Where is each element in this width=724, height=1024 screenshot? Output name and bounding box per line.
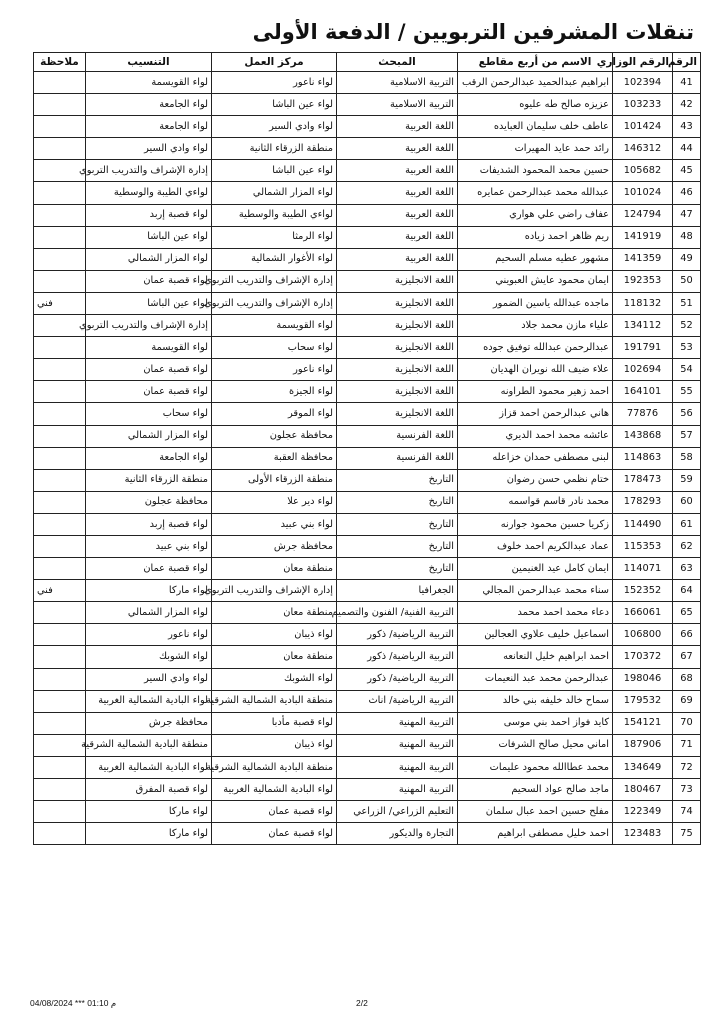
cell-placement: لواء قصبة إربد bbox=[86, 513, 212, 535]
table-row bbox=[34, 646, 701, 668]
cell-ministry-no: 180467 bbox=[613, 779, 673, 801]
table-row bbox=[34, 116, 701, 138]
cell-workplace: لواء الرمثا bbox=[212, 226, 337, 248]
cell-no: 70 bbox=[673, 712, 701, 734]
cell-subject: التربية الرياضية/ ذكور bbox=[337, 624, 458, 646]
cell-no: 69 bbox=[673, 690, 701, 712]
cell-ministry-no: 152352 bbox=[613, 580, 673, 602]
header-name: الاسم من أربع مقاطع bbox=[458, 53, 613, 72]
cell-subject: اللغة العربية bbox=[337, 116, 458, 138]
cell-no: 64 bbox=[673, 580, 701, 602]
cell-workplace: إدارة الإشراف والتدريب التربوي bbox=[212, 580, 337, 602]
cell-ministry-no: 102694 bbox=[613, 359, 673, 381]
cell-subject: اللغة العربية bbox=[337, 138, 458, 160]
cell-workplace: لواء الأغوار الشمالية bbox=[212, 248, 337, 270]
cell-subject: اللغة الانجليزية bbox=[337, 270, 458, 292]
cell-subject: التربية الرياضية/ ذكور bbox=[337, 668, 458, 690]
cell-ministry-no: 178473 bbox=[613, 469, 673, 491]
cell-subject: اللغة الانجليزية bbox=[337, 381, 458, 403]
cell-subject: التاريخ bbox=[337, 558, 458, 580]
cell-note bbox=[34, 469, 86, 491]
cell-subject: اللغة العربية bbox=[337, 226, 458, 248]
cell-ministry-no: 141919 bbox=[613, 226, 673, 248]
cell-no: 62 bbox=[673, 535, 701, 557]
cell-note bbox=[34, 756, 86, 778]
cell-note bbox=[34, 535, 86, 557]
cell-name: مشهور عطيه مسلم السحيم bbox=[458, 248, 613, 270]
cell-workplace: لواء الموقر bbox=[212, 403, 337, 425]
cell-note bbox=[34, 315, 86, 337]
cell-ministry-no: 114863 bbox=[613, 447, 673, 469]
cell-ministry-no: 154121 bbox=[613, 712, 673, 734]
cell-no: 75 bbox=[673, 823, 701, 845]
cell-placement: لواء المزار الشمالي bbox=[86, 425, 212, 447]
cell-note bbox=[34, 182, 86, 204]
cell-ministry-no: 192353 bbox=[613, 270, 673, 292]
header-subject: المبحث bbox=[337, 53, 458, 72]
cell-no: 41 bbox=[673, 72, 701, 94]
cell-note bbox=[34, 491, 86, 513]
cell-no: 56 bbox=[673, 403, 701, 425]
cell-name: لبنى مصطفى حمدان خزاعله bbox=[458, 447, 613, 469]
cell-note bbox=[34, 513, 86, 535]
cell-name: ختام نظمي حسن رضوان bbox=[458, 469, 613, 491]
table-row bbox=[34, 779, 701, 801]
cell-placement: لواء الجامعة bbox=[86, 116, 212, 138]
cell-placement: لواء سحاب bbox=[86, 403, 212, 425]
cell-ministry-no: 141359 bbox=[613, 248, 673, 270]
cell-ministry-no: 170372 bbox=[613, 646, 673, 668]
cell-name: احمد خليل مصطفى ابراهيم bbox=[458, 823, 613, 845]
cell-name: عفاف راضي علي هواري bbox=[458, 204, 613, 226]
table-row bbox=[34, 182, 701, 204]
cell-subject: التربية الرياضية/ ذكور bbox=[337, 646, 458, 668]
cell-workplace: منطقة الزرقاء الأولى bbox=[212, 469, 337, 491]
cell-ministry-no: 101424 bbox=[613, 116, 673, 138]
cell-workplace: لواء قصبة مأدبا bbox=[212, 712, 337, 734]
page-title: تنقلات المشرفين التربويين / الدفعة الأولى bbox=[252, 20, 694, 44]
cell-name: سماح خالد خليفه بني خالد bbox=[458, 690, 613, 712]
cell-subject: اللغة الانجليزية bbox=[337, 359, 458, 381]
table-row bbox=[34, 756, 701, 778]
cell-no: 43 bbox=[673, 116, 701, 138]
cell-note bbox=[34, 403, 86, 425]
cell-no: 63 bbox=[673, 558, 701, 580]
cell-no: 65 bbox=[673, 602, 701, 624]
cell-placement: لواء عين الباشا bbox=[86, 226, 212, 248]
cell-workplace: لواء القويسمة bbox=[212, 315, 337, 337]
cell-no: 44 bbox=[673, 138, 701, 160]
cell-ministry-no: 187906 bbox=[613, 734, 673, 756]
cell-note bbox=[34, 138, 86, 160]
cell-ministry-no: 105682 bbox=[613, 160, 673, 182]
cell-name: ابراهيم عبدالحميد عبدالرحمن الرقب bbox=[458, 72, 613, 94]
cell-workplace: لواء عين الباشا bbox=[212, 94, 337, 116]
table-row bbox=[34, 668, 701, 690]
cell-ministry-no: 123483 bbox=[613, 823, 673, 845]
cell-placement: لواءي الطيبة والوسطية bbox=[86, 182, 212, 204]
cell-ministry-no: 118132 bbox=[613, 292, 673, 314]
table-row bbox=[34, 359, 701, 381]
cell-subject: اللغة العربية bbox=[337, 160, 458, 182]
cell-placement: منطقة الزرقاء الثانية bbox=[86, 469, 212, 491]
cell-workplace: منطقة الزرقاء الثانية bbox=[212, 138, 337, 160]
cell-subject: اللغة العربية bbox=[337, 248, 458, 270]
cell-workplace: محافظة جرش bbox=[212, 535, 337, 557]
cell-note bbox=[34, 779, 86, 801]
table-row bbox=[34, 734, 701, 756]
cell-note bbox=[34, 94, 86, 116]
cell-ministry-no: 106800 bbox=[613, 624, 673, 646]
cell-workplace: لواء بني عبيد bbox=[212, 513, 337, 535]
cell-placement: لواء الشوبك bbox=[86, 646, 212, 668]
table-body bbox=[34, 72, 701, 845]
cell-workplace: لواء ناعور bbox=[212, 359, 337, 381]
header-no: الرقم bbox=[673, 53, 701, 72]
cell-note bbox=[34, 270, 86, 292]
cell-note bbox=[34, 646, 86, 668]
cell-no: 58 bbox=[673, 447, 701, 469]
cell-note bbox=[34, 248, 86, 270]
cell-name: دعاء محمد احمد محمد bbox=[458, 602, 613, 624]
cell-name: احمد ابراهيم خليل النعانعه bbox=[458, 646, 613, 668]
cell-workplace: لواء الجيزة bbox=[212, 381, 337, 403]
cell-workplace: إدارة الإشراف والتدريب التربوي bbox=[212, 292, 337, 314]
cell-placement: لواء الجامعة bbox=[86, 447, 212, 469]
cell-subject: التاريخ bbox=[337, 513, 458, 535]
cell-subject: الجغرافيا bbox=[337, 580, 458, 602]
cell-no: 54 bbox=[673, 359, 701, 381]
cell-note bbox=[34, 801, 86, 823]
cell-subject: التاريخ bbox=[337, 535, 458, 557]
table-row bbox=[34, 513, 701, 535]
table-row bbox=[34, 94, 701, 116]
cell-ministry-no: 124794 bbox=[613, 204, 673, 226]
cell-no: 50 bbox=[673, 270, 701, 292]
cell-subject: اللغة الانجليزية bbox=[337, 292, 458, 314]
cell-placement: لواء بني عبيد bbox=[86, 535, 212, 557]
cell-subject: اللغة الفرنسية bbox=[337, 447, 458, 469]
cell-ministry-no: 191791 bbox=[613, 337, 673, 359]
table-row bbox=[34, 602, 701, 624]
cell-workplace: منطقة معان bbox=[212, 558, 337, 580]
cell-name: ريم ظاهر احمد زياده bbox=[458, 226, 613, 248]
cell-placement: لواء قصبة عمان bbox=[86, 359, 212, 381]
cell-workplace: لواء الشوبك bbox=[212, 668, 337, 690]
cell-workplace: لواء ذيبان bbox=[212, 734, 337, 756]
cell-name: زكريا حسين محمود جوارنه bbox=[458, 513, 613, 535]
cell-no: 52 bbox=[673, 315, 701, 337]
cell-no: 66 bbox=[673, 624, 701, 646]
cell-placement: لواء المزار الشمالي bbox=[86, 602, 212, 624]
cell-name: علاء ضيف الله نويران الهديان bbox=[458, 359, 613, 381]
cell-ministry-no: 114071 bbox=[613, 558, 673, 580]
cell-ministry-no: 143868 bbox=[613, 425, 673, 447]
table-row bbox=[34, 558, 701, 580]
cell-note bbox=[34, 823, 86, 845]
cell-ministry-no: 179532 bbox=[613, 690, 673, 712]
cell-ministry-no: 166061 bbox=[613, 602, 673, 624]
cell-subject: اللغة الانجليزية bbox=[337, 337, 458, 359]
cell-subject: التربية الرياضية/ اناث bbox=[337, 690, 458, 712]
table-header-row bbox=[34, 53, 701, 72]
cell-name: مفلح حسين احمد عبال سلمان bbox=[458, 801, 613, 823]
cell-note bbox=[34, 116, 86, 138]
cell-subject: التربية المهنية bbox=[337, 756, 458, 778]
table-row bbox=[34, 580, 701, 602]
header-note: ملاحظة bbox=[34, 53, 86, 72]
cell-no: 68 bbox=[673, 668, 701, 690]
cell-ministry-no: 102394 bbox=[613, 72, 673, 94]
header-ministry-no: الرقم الوزاري bbox=[613, 53, 673, 72]
cell-note bbox=[34, 447, 86, 469]
cell-note bbox=[34, 337, 86, 359]
cell-no: 57 bbox=[673, 425, 701, 447]
cell-ministry-no: 164101 bbox=[613, 381, 673, 403]
cell-name: احمد زهير محمود الطراونه bbox=[458, 381, 613, 403]
cell-note bbox=[34, 712, 86, 734]
cell-workplace: لواء ذيبان bbox=[212, 624, 337, 646]
cell-subject: اللغة الانجليزية bbox=[337, 315, 458, 337]
cell-subject: التربية الاسلامية bbox=[337, 72, 458, 94]
cell-workplace: لواء سحاب bbox=[212, 337, 337, 359]
cell-name: علياء مازن محمد جلاد bbox=[458, 315, 613, 337]
cell-placement: إدارة الإشراف والتدريب التربوي bbox=[86, 315, 212, 337]
table-row bbox=[34, 381, 701, 403]
table-row bbox=[34, 624, 701, 646]
cell-name: عبدالرحمن عبدالله توفيق جوده bbox=[458, 337, 613, 359]
cell-no: 47 bbox=[673, 204, 701, 226]
cell-placement: لواء البادية الشمالية الغربية bbox=[86, 756, 212, 778]
cell-subject: التاريخ bbox=[337, 491, 458, 513]
cell-no: 55 bbox=[673, 381, 701, 403]
cell-name: عماد عبدالكريم احمد خلوف bbox=[458, 535, 613, 557]
cell-placement: إدارة الإشراف والتدريب التربوي bbox=[86, 160, 212, 182]
cell-workplace: منطقة معان bbox=[212, 602, 337, 624]
cell-note bbox=[34, 602, 86, 624]
cell-workplace: لواء البادية الشمالية الغربية bbox=[212, 779, 337, 801]
cell-ministry-no: 103233 bbox=[613, 94, 673, 116]
cell-placement: لواء القويسمة bbox=[86, 72, 212, 94]
cell-note bbox=[34, 381, 86, 403]
cell-placement: لواء ماركا bbox=[86, 580, 212, 602]
cell-note bbox=[34, 72, 86, 94]
table-row bbox=[34, 160, 701, 182]
cell-note bbox=[34, 204, 86, 226]
cell-ministry-no: 101024 bbox=[613, 182, 673, 204]
cell-no: 49 bbox=[673, 248, 701, 270]
cell-no: 42 bbox=[673, 94, 701, 116]
table-row bbox=[34, 535, 701, 557]
cell-no: 71 bbox=[673, 734, 701, 756]
cell-placement: منطقة البادية الشمالية الشرقية bbox=[86, 734, 212, 756]
cell-placement: لواء ماركا bbox=[86, 823, 212, 845]
cell-note bbox=[34, 690, 86, 712]
cell-name: ماجده عبدالله ياسين الضمور bbox=[458, 292, 613, 314]
table-row bbox=[34, 801, 701, 823]
cell-no: 73 bbox=[673, 779, 701, 801]
cell-ministry-no: 122349 bbox=[613, 801, 673, 823]
cell-workplace: لواءي الطيبة والوسطية bbox=[212, 204, 337, 226]
cell-workplace: منطقة البادية الشمالية الشرقية bbox=[212, 756, 337, 778]
cell-name: عاطف خلف سليمان العبايده bbox=[458, 116, 613, 138]
cell-name: حسين محمد المحمود الشديفات bbox=[458, 160, 613, 182]
cell-subject: التربية الاسلامية bbox=[337, 94, 458, 116]
cell-workplace: محافظة عجلون bbox=[212, 425, 337, 447]
table-row bbox=[34, 204, 701, 226]
cell-subject: التجارة والديكور bbox=[337, 823, 458, 845]
cell-ministry-no: 134649 bbox=[613, 756, 673, 778]
header-placement: التنسيب bbox=[86, 53, 212, 72]
cell-name: ايمان محمود عايش العبويني bbox=[458, 270, 613, 292]
cell-subject: التربية المهنية bbox=[337, 779, 458, 801]
cell-note bbox=[34, 558, 86, 580]
cell-note bbox=[34, 359, 86, 381]
cell-note bbox=[34, 425, 86, 447]
cell-ministry-no: 198046 bbox=[613, 668, 673, 690]
cell-note bbox=[34, 624, 86, 646]
cell-workplace: محافظة العقبة bbox=[212, 447, 337, 469]
table-row bbox=[34, 712, 701, 734]
cell-subject: اللغة العربية bbox=[337, 182, 458, 204]
cell-subject: اللغة العربية bbox=[337, 204, 458, 226]
cell-ministry-no: 146312 bbox=[613, 138, 673, 160]
cell-placement: محافظة عجلون bbox=[86, 491, 212, 513]
cell-name: عائشه محمد احمد الديري bbox=[458, 425, 613, 447]
cell-no: 45 bbox=[673, 160, 701, 182]
cell-no: 61 bbox=[673, 513, 701, 535]
cell-name: اماني محيل صالح الشرفات bbox=[458, 734, 613, 756]
cell-ministry-no: 115353 bbox=[613, 535, 673, 557]
cell-placement: لواء المزار الشمالي bbox=[86, 248, 212, 270]
cell-placement: لواء قصبة عمان bbox=[86, 558, 212, 580]
cell-note bbox=[34, 160, 86, 182]
print-timestamp: م 01:10 *** 04/08/2024 bbox=[30, 998, 117, 1008]
table-row bbox=[34, 315, 701, 337]
cell-no: 46 bbox=[673, 182, 701, 204]
cell-ministry-no: 77876 bbox=[613, 403, 673, 425]
cell-name: اسماعيل خليف علاوي العجالين bbox=[458, 624, 613, 646]
cell-no: 51 bbox=[673, 292, 701, 314]
table-row bbox=[34, 337, 701, 359]
cell-workplace: منطقة البادية الشمالية الشرقية bbox=[212, 690, 337, 712]
cell-workplace: لواء دير علا bbox=[212, 491, 337, 513]
cell-subject: التاريخ bbox=[337, 469, 458, 491]
table-row bbox=[34, 469, 701, 491]
table-row bbox=[34, 823, 701, 845]
table-row bbox=[34, 270, 701, 292]
cell-no: 60 bbox=[673, 491, 701, 513]
transfers-table bbox=[33, 52, 701, 845]
table-row bbox=[34, 403, 701, 425]
cell-no: 48 bbox=[673, 226, 701, 248]
cell-ministry-no: 134112 bbox=[613, 315, 673, 337]
cell-subject: التربية المهنية bbox=[337, 712, 458, 734]
table-row bbox=[34, 690, 701, 712]
cell-subject: التربية المهنية bbox=[337, 734, 458, 756]
cell-no: 67 bbox=[673, 646, 701, 668]
cell-no: 53 bbox=[673, 337, 701, 359]
cell-placement: لواء وادي السير bbox=[86, 138, 212, 160]
cell-placement: لواء القويسمة bbox=[86, 337, 212, 359]
cell-placement: لواء قصبة إربد bbox=[86, 204, 212, 226]
table-row bbox=[34, 226, 701, 248]
cell-note bbox=[34, 668, 86, 690]
cell-name: كايد فواز احمد بني موسى bbox=[458, 712, 613, 734]
cell-subject: التربية الفنية/ الفنون والتصميم bbox=[337, 602, 458, 624]
header-workplace: مركز العمل bbox=[212, 53, 337, 72]
table-row bbox=[34, 248, 701, 270]
cell-subject: التعليم الزراعي/ الزراعي bbox=[337, 801, 458, 823]
cell-workplace: لواء وادي السير bbox=[212, 116, 337, 138]
cell-placement: لواء ناعور bbox=[86, 624, 212, 646]
cell-workplace: منطقة معان bbox=[212, 646, 337, 668]
cell-name: عزيزه صالح طه عليوه bbox=[458, 94, 613, 116]
cell-name: هاني عبدالرحمن احمد قزاز bbox=[458, 403, 613, 425]
cell-placement: لواء الجامعة bbox=[86, 94, 212, 116]
cell-no: 74 bbox=[673, 801, 701, 823]
table-row bbox=[34, 491, 701, 513]
cell-placement: لواء قصبة عمان bbox=[86, 381, 212, 403]
cell-subject: اللغة الانجليزية bbox=[337, 403, 458, 425]
table-row bbox=[34, 72, 701, 94]
cell-subject: اللغة الفرنسية bbox=[337, 425, 458, 447]
cell-name: محمد عطاالله محمود عليمات bbox=[458, 756, 613, 778]
cell-name: محمد نادر قاسم قواسمه bbox=[458, 491, 613, 513]
cell-workplace: إدارة الإشراف والتدريب التربوي bbox=[212, 270, 337, 292]
cell-placement: محافظة جرش bbox=[86, 712, 212, 734]
cell-name: ماجد صالح عواد السحيم bbox=[458, 779, 613, 801]
cell-note: فني bbox=[34, 292, 86, 314]
table-row bbox=[34, 292, 701, 314]
cell-workplace: لواء عين الباشا bbox=[212, 160, 337, 182]
cell-workplace: لواء ناعور bbox=[212, 72, 337, 94]
cell-placement: لواء قصبة المفرق bbox=[86, 779, 212, 801]
table-row bbox=[34, 447, 701, 469]
cell-no: 59 bbox=[673, 469, 701, 491]
cell-placement: لواء ماركا bbox=[86, 801, 212, 823]
cell-placement: لواء عين الباشا bbox=[86, 292, 212, 314]
cell-workplace: لواء قصبة عمان bbox=[212, 801, 337, 823]
cell-note bbox=[34, 734, 86, 756]
cell-workplace: لواء قصبة عمان bbox=[212, 823, 337, 845]
table-row bbox=[34, 425, 701, 447]
cell-placement: لواء قصبة عمان bbox=[86, 270, 212, 292]
cell-name: عبدالله محمد عبدالرحمن عمايره bbox=[458, 182, 613, 204]
cell-name: عبدالرحمن محمد عبد النعيمات bbox=[458, 668, 613, 690]
cell-name: ايمان كامل عيد الغنيمين bbox=[458, 558, 613, 580]
cell-no: 72 bbox=[673, 756, 701, 778]
cell-name: سناء محمد عبدالرحمن المجالي bbox=[458, 580, 613, 602]
cell-ministry-no: 178293 bbox=[613, 491, 673, 513]
cell-note bbox=[34, 226, 86, 248]
cell-placement: لواء وادي السير bbox=[86, 668, 212, 690]
cell-workplace: لواء المزار الشمالي bbox=[212, 182, 337, 204]
table-row bbox=[34, 138, 701, 160]
page-number: 2/2 bbox=[356, 998, 368, 1008]
cell-note: فني bbox=[34, 580, 86, 602]
cell-name: رائد حمد عايد المهيرات bbox=[458, 138, 613, 160]
cell-placement: لواء البادية الشمالية الغربية bbox=[86, 690, 212, 712]
cell-ministry-no: 114490 bbox=[613, 513, 673, 535]
